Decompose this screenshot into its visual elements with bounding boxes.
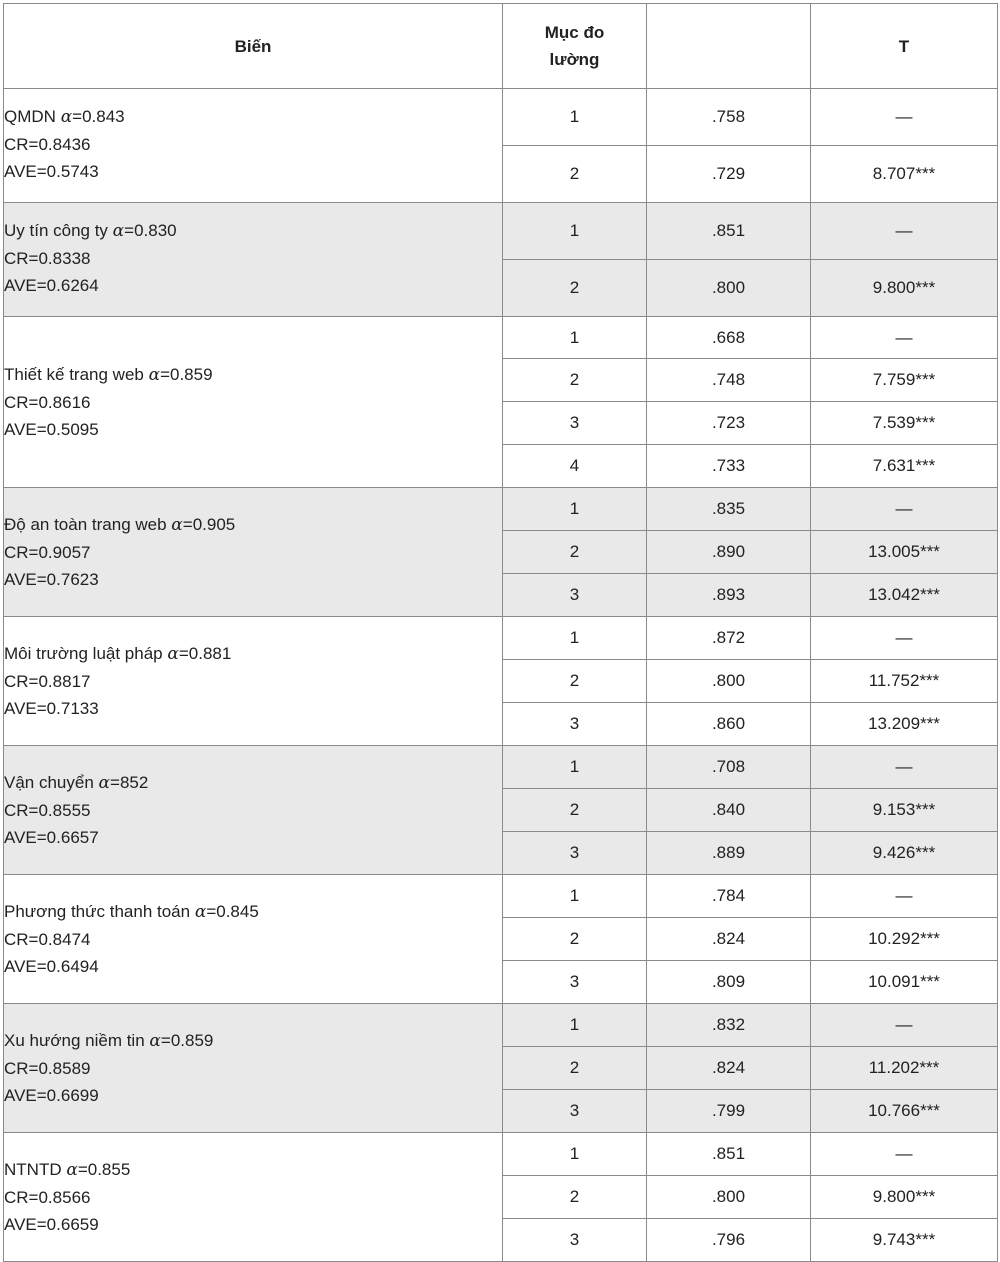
t-value-cell: 7.759***	[811, 359, 998, 402]
variable-name: QMDN	[4, 107, 56, 126]
item-cell: 1	[503, 1004, 647, 1047]
variable-cell	[4, 317, 503, 488]
loading-cell: .800	[647, 260, 811, 317]
table-row	[4, 89, 998, 146]
t-value-cell: 11.202***	[811, 1047, 998, 1090]
variable-cell	[4, 746, 503, 875]
t-value-cell: 10.091***	[811, 961, 998, 1004]
loading-cell: .758	[647, 89, 811, 146]
header-variable: Biến	[4, 4, 503, 89]
table-row	[4, 617, 998, 660]
item-cell: 2	[503, 789, 647, 832]
item-cell: 1	[503, 203, 647, 260]
loading-cell: .809	[647, 961, 811, 1004]
t-value-cell: —	[811, 1133, 998, 1176]
variable-name: Thiết kế trang web	[4, 365, 144, 384]
loading-cell: .889	[647, 832, 811, 875]
variable-name-line	[4, 217, 502, 245]
loading-cell: .800	[647, 1176, 811, 1219]
alpha-symbol: α	[171, 515, 183, 535]
loading-cell: .748	[647, 359, 811, 402]
loading-cell: .729	[647, 146, 811, 203]
alpha-value: =0.859	[160, 365, 213, 384]
item-cell: 3	[503, 1090, 647, 1133]
cr-value: CR=0.8436	[4, 135, 91, 154]
variable-name-line	[4, 103, 502, 131]
loading-cell: .824	[647, 918, 811, 961]
t-value-cell: —	[811, 89, 998, 146]
t-value-cell: 7.539***	[811, 402, 998, 445]
variable-cell	[4, 875, 503, 1004]
t-value-cell: —	[811, 488, 998, 531]
variable-name: Uy tín công ty	[4, 221, 108, 240]
loading-cell: .860	[647, 703, 811, 746]
ave-value: AVE=0.6494	[4, 957, 99, 976]
cr-value: CR=0.8616	[4, 393, 91, 412]
alpha-symbol: α	[66, 1160, 78, 1180]
variable-name: Môi trường luật pháp	[4, 644, 163, 663]
alpha-symbol: α	[167, 644, 179, 664]
ave-value: AVE=0.7623	[4, 570, 99, 589]
t-value-cell: 10.292***	[811, 918, 998, 961]
variable-name-line	[4, 511, 502, 539]
cr-value: CR=0.8555	[4, 801, 91, 820]
cr-value: CR=0.8338	[4, 249, 91, 268]
item-cell: 3	[503, 402, 647, 445]
alpha-value: =0.830	[124, 221, 177, 240]
t-value-cell: 13.209***	[811, 703, 998, 746]
item-cell: 3	[503, 961, 647, 1004]
item-cell: 2	[503, 531, 647, 574]
table-row	[4, 488, 998, 531]
table-row	[4, 746, 998, 789]
alpha-symbol: α	[60, 107, 73, 127]
item-cell: 2	[503, 918, 647, 961]
loading-cell: .723	[647, 402, 811, 445]
loading-cell: .832	[647, 1004, 811, 1047]
t-value-cell: 8.707***	[811, 146, 998, 203]
variable-cell	[4, 1133, 503, 1262]
item-cell: 3	[503, 703, 647, 746]
variable-name-line	[4, 640, 502, 668]
loading-cell: .872	[647, 617, 811, 660]
alpha-symbol: α	[112, 221, 125, 241]
ave-value: AVE=0.5095	[4, 420, 99, 439]
alpha-value: =0.859	[160, 1031, 214, 1050]
item-cell: 3	[503, 832, 647, 875]
variable-name: NTNTD	[4, 1160, 62, 1179]
header-row	[4, 4, 998, 89]
header-t: T	[811, 4, 998, 89]
ave-value: AVE=0.6264	[4, 276, 99, 295]
item-cell: 1	[503, 746, 647, 789]
loading-cell: .800	[647, 660, 811, 703]
ave-value: AVE=0.6657	[4, 828, 99, 847]
loading-cell: .840	[647, 789, 811, 832]
table-row	[4, 875, 998, 918]
item-cell: 1	[503, 89, 647, 146]
item-cell: 2	[503, 660, 647, 703]
alpha-symbol: α	[98, 773, 111, 793]
loading-cell: .784	[647, 875, 811, 918]
loading-cell: .893	[647, 574, 811, 617]
variable-name-line	[4, 898, 502, 926]
variable-cell	[4, 488, 503, 617]
cr-value: CR=0.8589	[4, 1059, 91, 1078]
t-value-cell: —	[811, 1004, 998, 1047]
t-value-cell: —	[811, 746, 998, 789]
loading-cell: .835	[647, 488, 811, 531]
variable-name-line	[4, 1156, 502, 1184]
header-item	[503, 4, 647, 89]
item-cell: 2	[503, 1047, 647, 1090]
variable-cell	[4, 89, 503, 203]
item-cell: 2	[503, 146, 647, 203]
cr-value: CR=0.9057	[4, 543, 91, 562]
loading-cell: .668	[647, 317, 811, 359]
variable-name-line	[4, 1027, 502, 1055]
item-cell: 4	[503, 445, 647, 488]
header-item-label: Mục đo lường	[544, 23, 605, 69]
loading-cell: .890	[647, 531, 811, 574]
variable-name-line	[4, 361, 502, 389]
loading-cell: .799	[647, 1090, 811, 1133]
variable-name: Độ an toàn trang web	[4, 515, 167, 534]
ave-value: AVE=0.6699	[4, 1086, 99, 1105]
t-value-cell: 9.426***	[811, 832, 998, 875]
item-cell: 1	[503, 617, 647, 660]
variable-cell	[4, 1004, 503, 1133]
item-cell: 3	[503, 1219, 647, 1262]
table-row	[4, 203, 998, 260]
table-row	[4, 1004, 998, 1047]
item-cell: 1	[503, 488, 647, 531]
t-value-cell: —	[811, 203, 998, 260]
t-value-cell: —	[811, 317, 998, 359]
variable-cell	[4, 617, 503, 746]
item-cell: 1	[503, 1133, 647, 1176]
t-value-cell: 13.005***	[811, 531, 998, 574]
loading-cell: .851	[647, 203, 811, 260]
t-value-cell: 10.766***	[811, 1090, 998, 1133]
t-value-cell: 9.800***	[811, 1176, 998, 1219]
variable-name: Phương thức thanh toán	[4, 902, 191, 921]
cr-value: CR=0.8474	[4, 930, 91, 949]
t-value-cell: 9.153***	[811, 789, 998, 832]
item-cell: 2	[503, 260, 647, 317]
t-value-cell: —	[811, 617, 998, 660]
alpha-value: =0.843	[72, 107, 125, 126]
item-cell: 2	[503, 359, 647, 402]
alpha-value: =0.881	[178, 644, 232, 663]
loading-cell: .733	[647, 445, 811, 488]
ave-value: AVE=0.5743	[4, 162, 99, 181]
t-value-cell: 13.042***	[811, 574, 998, 617]
variable-name-line	[4, 769, 502, 797]
loading-cell: .796	[647, 1219, 811, 1262]
t-value-cell: 9.743***	[811, 1219, 998, 1262]
variable-name: Xu hướng niềm tin	[4, 1031, 145, 1050]
ave-value: AVE=0.6659	[4, 1215, 99, 1234]
alpha-symbol: α	[149, 1031, 161, 1051]
loading-cell: .851	[647, 1133, 811, 1176]
alpha-symbol: α	[148, 365, 161, 385]
loading-cell: .708	[647, 746, 811, 789]
measurement-table	[3, 3, 998, 1262]
header-loading	[647, 4, 811, 89]
item-cell: 3	[503, 574, 647, 617]
t-value-cell: —	[811, 875, 998, 918]
table-row	[4, 317, 998, 359]
t-value-cell: 11.752***	[811, 660, 998, 703]
table-row	[4, 1133, 998, 1176]
item-cell: 2	[503, 1176, 647, 1219]
alpha-value: =0.855	[77, 1160, 131, 1179]
cr-value: CR=0.8566	[4, 1188, 91, 1207]
cr-value: CR=0.8817	[4, 672, 91, 691]
item-cell: 1	[503, 875, 647, 918]
alpha-value: =852	[110, 773, 149, 792]
variable-cell	[4, 203, 503, 317]
variable-name: Vận chuyển	[4, 773, 94, 792]
alpha-symbol: α	[194, 902, 207, 922]
alpha-value: =0.905	[182, 515, 236, 534]
t-value-cell: 7.631***	[811, 445, 998, 488]
ave-value: AVE=0.7133	[4, 699, 99, 718]
t-value-cell: 9.800***	[811, 260, 998, 317]
alpha-value: =0.845	[206, 902, 259, 921]
item-cell: 1	[503, 317, 647, 359]
loading-cell: .824	[647, 1047, 811, 1090]
